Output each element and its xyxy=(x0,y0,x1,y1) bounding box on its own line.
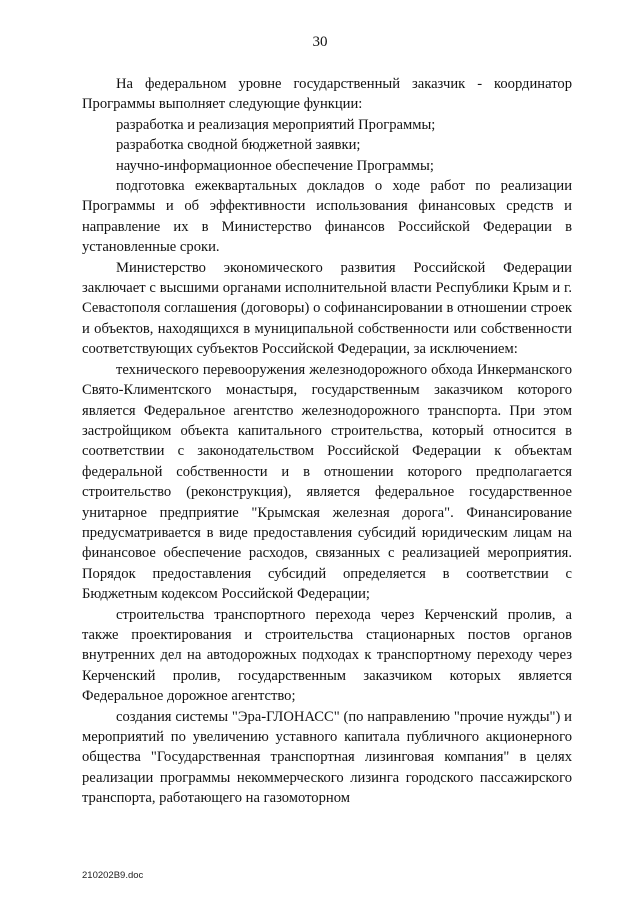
paragraph-ministry: Министерство экономического развития Российской Федерации заключает с высшими органами исполнительной власти Республики Крым и г. Севастополя соглашения (договоры) о софинансировании в отношении строек и объектов, находящихся в муниципальной собственности или собственности соответствующих субъектов Российской Федерации, за исключением: xyxy=(82,259,572,358)
paragraph-exception-kerch: строительства транспортного перехода через Керченский пролив, а также проектирования и строительства стационарных постов органов внутренних дел на автодорожных подходах к транспортному переходу через Керченский пролив, государственным заказчиком которых является Федеральное дорожное агентство; xyxy=(82,606,572,705)
document-body xyxy=(82,74,572,809)
paragraph-exception-railway: технического перевооружения железнодорожного обхода Инкерманского Свято-Климентского монастыря, государственным заказчиком которого является Федеральное агентство железнодорожного транспорта. При этом застройщиком объекта капитального строительства, который относится в соответствии с законодательством Российской Федерации к объектам федеральной собственности и в отношении которого предполагается строительство (реконструкция), является федеральное государственное унитарное предприятие "Крымская железная дорога". Финансирование предусматривается в виде предоставления субсидий юридическим лицам на финансовое обеспечение расходов, связанных с реализацией мероприятия. Порядок предоставления субсидий определяется в соответствии с Бюджетным кодексом Российской Федерации; xyxy=(82,361,572,603)
paragraph-intro: На федеральном уровне государственный заказчик - координатор Программы выполняет следующие функции: xyxy=(82,76,572,113)
paragraph-function-3: научно-информационное обеспечение Программы; xyxy=(116,157,434,174)
paragraph-function-1: разработка и реализация мероприятий Программы; xyxy=(116,116,436,133)
document-filename: 210202В9.doc xyxy=(82,870,144,881)
paragraph-function-4: подготовка ежеквартальных докладов о ходе работ по реализации Программы и об эффективности использования финансовых средств и направление их в Министерство финансов Российской Федерации в установленные сроки. xyxy=(82,178,572,256)
paragraph-function-2: разработка сводной бюджетной заявки; xyxy=(116,137,361,154)
page-number: 30 xyxy=(312,34,328,50)
paragraph-exception-glonass: создания системы "Эра-ГЛОНАСС" (по направлению "прочие нужды") и мероприятий по увеличению уставного капитала публичного акционерного общества "Государственная транспортная лизинговая компания" в целях реализации программы некоммерческого лизинга городского пассажирского транспорта, работающего на газомоторном xyxy=(82,708,572,807)
